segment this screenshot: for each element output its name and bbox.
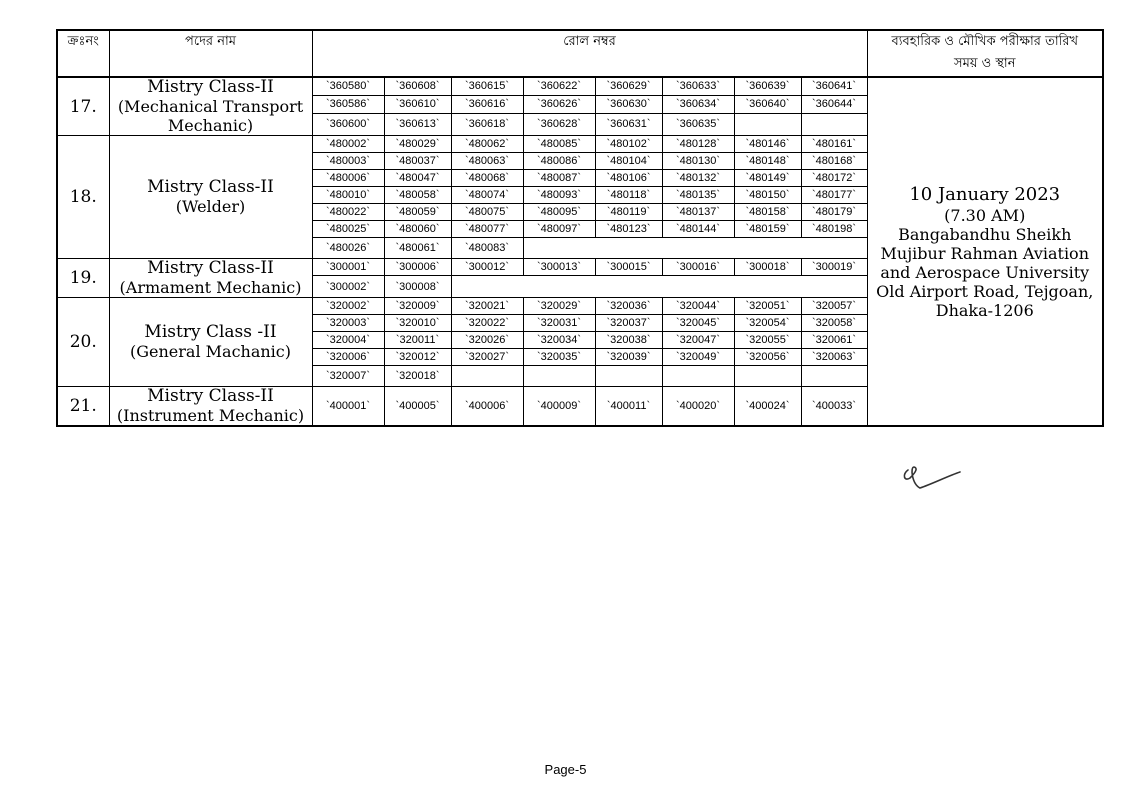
table-header-row (57, 30, 1103, 77)
roll-number-cell: `480168` (801, 153, 867, 170)
post-name-line: Mistry Class-II (147, 177, 274, 197)
roll-number-cell: `400011` (595, 387, 662, 427)
roll-number-cell: `360626` (523, 95, 595, 113)
roll-number-cell: `480198` (801, 221, 867, 238)
roll-number-cell: `480172` (801, 170, 867, 187)
roll-number-cell: `480095` (523, 204, 595, 221)
roll-number-cell: `480086` (523, 153, 595, 170)
post-name-cell (109, 387, 312, 427)
header-post-name: পদের নাম (109, 30, 312, 77)
roll-number-cell: `480158` (734, 204, 801, 221)
roll-number-cell: `360608` (384, 77, 451, 95)
roll-number-cell: `360629` (595, 77, 662, 95)
roll-number-cell: `400024` (734, 387, 801, 427)
roll-number-cell: `320063` (801, 349, 867, 366)
roll-number-cell: `480132` (662, 170, 734, 187)
roll-number-cell: `480059` (384, 204, 451, 221)
roll-number-cell: `480097` (523, 221, 595, 238)
roll-number-cell: `480148` (734, 153, 801, 170)
roll-number-cell: `480085` (523, 136, 595, 153)
post-name-line: Mistry Class -II (144, 322, 277, 342)
roll-number-cell: `320049` (662, 349, 734, 366)
roll-number-cell: `300019` (801, 259, 867, 276)
roll-number-cell: `320057` (801, 298, 867, 315)
roll-number-cell: `400033` (801, 387, 867, 427)
roll-number-cell: `300018` (734, 259, 801, 276)
venue-date: 10 January 2023 (909, 183, 1061, 205)
roll-number-cell: `360633` (662, 77, 734, 95)
roll-number-cell: `480149` (734, 170, 801, 187)
roll-number-cell: `480022` (312, 204, 384, 221)
roll-number-cell: `480128` (662, 136, 734, 153)
header-roll-numbers: রোল নম্বর (312, 30, 867, 77)
roll-number-cell: `320010` (384, 315, 451, 332)
roll-number-cell: `320035` (523, 349, 595, 366)
empty-roll-cell (523, 238, 867, 259)
roll-number-cell (595, 366, 662, 387)
roll-number-cell: `360628` (523, 113, 595, 135)
roll-number-cell: `480003` (312, 153, 384, 170)
post-name-cell (109, 136, 312, 259)
roll-number-cell: `360615` (451, 77, 523, 95)
venue-line4: Old Airport Road, Tejgoan, (876, 281, 1094, 301)
roll-number-cell: `320006` (312, 349, 384, 366)
post-name-line: Mistry Class-II (147, 258, 274, 278)
roll-number-cell: `400009` (523, 387, 595, 427)
header-exam-line1: ব্যবহারিক ও মৌখিক পরীক্ষার তারিখ (891, 34, 1079, 49)
roll-number-cell: `480037` (384, 153, 451, 170)
roll-number-cell: `480029` (384, 136, 451, 153)
roll-number-cell: `300013` (523, 259, 595, 276)
roll-number-cell: `400006` (451, 387, 523, 427)
roll-number-cell: `400020` (662, 387, 734, 427)
roll-number-cell: `480123` (595, 221, 662, 238)
roll-number-cell: `320044` (662, 298, 734, 315)
roll-number-cell: `480146` (734, 136, 801, 153)
roll-number-cell: `480077` (451, 221, 523, 238)
roll-number-cell: `480150` (734, 187, 801, 204)
roll-number-cell: `320004` (312, 332, 384, 349)
post-name-line: Mistry Class-II (147, 386, 274, 406)
exam-schedule-table (56, 29, 1104, 427)
serial-cell: 21. (57, 387, 109, 427)
empty-roll-cell (451, 276, 867, 298)
roll-number-cell: `360600` (312, 113, 384, 135)
roll-number-cell: `360622` (523, 77, 595, 95)
roll-number-cell: `480104` (595, 153, 662, 170)
roll-number-cell: `360635` (662, 113, 734, 135)
roll-number-cell: `320045` (662, 315, 734, 332)
roll-number-cell: `320058` (801, 315, 867, 332)
roll-number-cell: `480159` (734, 221, 801, 238)
roll-number-cell: `320031` (523, 315, 595, 332)
roll-number-cell: `320038` (595, 332, 662, 349)
roll-number-cell (801, 366, 867, 387)
venue-line2: Mujibur Rahman Aviation (880, 243, 1089, 263)
roll-number-cell: `360644` (801, 95, 867, 113)
roll-number-cell (523, 366, 595, 387)
post-name-line: (Instrument Mechanic) (116, 406, 305, 425)
roll-number-cell: `320026` (451, 332, 523, 349)
roll-number-cell: `320011` (384, 332, 451, 349)
post-name-line: (Welder) (175, 197, 246, 216)
header-exam-line2: সময় ও স্থান (954, 56, 1016, 71)
roll-number-cell: `320051` (734, 298, 801, 315)
roll-number-cell: `480075` (451, 204, 523, 221)
roll-number-cell: `480063` (451, 153, 523, 170)
header-serial: ক্রঃনং (57, 30, 109, 77)
venue-line1: Bangabandhu Sheikh (898, 224, 1072, 244)
post-name-line: Mistry Class-II (147, 77, 274, 97)
roll-number-cell: `320029` (523, 298, 595, 315)
serial-cell: 17. (57, 77, 109, 136)
roll-number-cell: `320037` (595, 315, 662, 332)
roll-number-cell (734, 366, 801, 387)
roll-number-cell: `300016` (662, 259, 734, 276)
roll-number-cell: `480083` (451, 238, 523, 259)
roll-number-cell (801, 113, 867, 135)
roll-number-cell (451, 366, 523, 387)
roll-number-cell: `480130` (662, 153, 734, 170)
post-name-cell (109, 259, 312, 298)
roll-number-cell: `480161` (801, 136, 867, 153)
venue-line5: Dhaka-1206 (935, 300, 1034, 320)
roll-number-cell: `320036` (595, 298, 662, 315)
roll-number-cell: `300015` (595, 259, 662, 276)
roll-number-cell: `400001` (312, 387, 384, 427)
roll-number-cell: `360618` (451, 113, 523, 135)
roll-number-cell: `320012` (384, 349, 451, 366)
roll-number-cell: `360630` (595, 95, 662, 113)
post-name-line: (General Machanic) (129, 342, 291, 361)
roll-number-cell: `360634` (662, 95, 734, 113)
roll-number-cell: `320003` (312, 315, 384, 332)
roll-number-cell: `480137` (662, 204, 734, 221)
roll-number-cell: `480106` (595, 170, 662, 187)
roll-number-cell: `320022` (451, 315, 523, 332)
exam-venue-cell (867, 77, 1103, 426)
header-exam-info (867, 30, 1103, 77)
roll-number-cell: `480177` (801, 187, 867, 204)
roll-number-cell: `360610` (384, 95, 451, 113)
roll-number-cell: `400005` (384, 387, 451, 427)
roll-number-cell: `360613` (384, 113, 451, 135)
roll-number-cell: `480058` (384, 187, 451, 204)
roll-number-cell: `320039` (595, 349, 662, 366)
roll-number-cell: `320061` (801, 332, 867, 349)
roll-number-cell: `300002` (312, 276, 384, 298)
page-number: Page-5 (544, 762, 587, 777)
roll-number-cell: `360641` (801, 77, 867, 95)
roll-number-cell: `480102` (595, 136, 662, 153)
roll-number-cell: `320002` (312, 298, 384, 315)
roll-number-cell: `480135` (662, 187, 734, 204)
roll-number-cell: `480144` (662, 221, 734, 238)
roll-number-cell: `480060` (384, 221, 451, 238)
roll-number-cell: `480068` (451, 170, 523, 187)
serial-cell: 18. (57, 136, 109, 259)
roll-number-cell: `480061` (384, 238, 451, 259)
roll-number-cell: `480026` (312, 238, 384, 259)
table-body (57, 77, 1103, 426)
post-name-cell (109, 298, 312, 387)
roll-number-cell: `480025` (312, 221, 384, 238)
serial-cell: 20. (57, 298, 109, 387)
roll-number-cell: `320055` (734, 332, 801, 349)
roll-number-cell: `300012` (451, 259, 523, 276)
roll-number-cell: `320034` (523, 332, 595, 349)
roll-number-cell: `480179` (801, 204, 867, 221)
roll-number-cell: `480093` (523, 187, 595, 204)
post-name-line: (Armament Mechanic) (119, 278, 302, 297)
post-name-line: (Mechanical Transport (117, 97, 304, 116)
post-name-cell (109, 77, 312, 136)
roll-number-cell: `360639` (734, 77, 801, 95)
post-name-line: Mechanic) (167, 116, 254, 135)
roll-number-cell: `360580` (312, 77, 384, 95)
roll-number-cell: `360640` (734, 95, 801, 113)
roll-number-cell: `320009` (384, 298, 451, 315)
roll-number-cell: `480062` (451, 136, 523, 153)
venue-line3: and Aerospace University (880, 262, 1090, 282)
roll-number-cell: `480118` (595, 187, 662, 204)
roll-number-cell: `480010` (312, 187, 384, 204)
roll-number-cell (734, 113, 801, 135)
serial-cell: 19. (57, 259, 109, 298)
roll-number-cell: `320007` (312, 366, 384, 387)
roll-number-cell: `320056` (734, 349, 801, 366)
signature (898, 462, 968, 496)
roll-number-cell: `320018` (384, 366, 451, 387)
roll-number-cell: `320047` (662, 332, 734, 349)
roll-number-cell: `320054` (734, 315, 801, 332)
roll-number-cell: `480002` (312, 136, 384, 153)
table-row (57, 77, 1103, 95)
roll-number-cell: `360631` (595, 113, 662, 135)
roll-number-cell: `480006` (312, 170, 384, 187)
roll-number-cell: `360586` (312, 95, 384, 113)
roll-number-cell: `480047` (384, 170, 451, 187)
roll-number-cell: `360616` (451, 95, 523, 113)
roll-number-cell (662, 366, 734, 387)
roll-number-cell: `480119` (595, 204, 662, 221)
roll-number-cell: `480087` (523, 170, 595, 187)
roll-number-cell: `300001` (312, 259, 384, 276)
venue-time: (7.30 AM) (944, 205, 1026, 225)
roll-number-cell: `320021` (451, 298, 523, 315)
roll-number-cell: `320027` (451, 349, 523, 366)
roll-number-cell: `300006` (384, 259, 451, 276)
roll-number-cell: `300008` (384, 276, 451, 298)
roll-number-cell: `480074` (451, 187, 523, 204)
